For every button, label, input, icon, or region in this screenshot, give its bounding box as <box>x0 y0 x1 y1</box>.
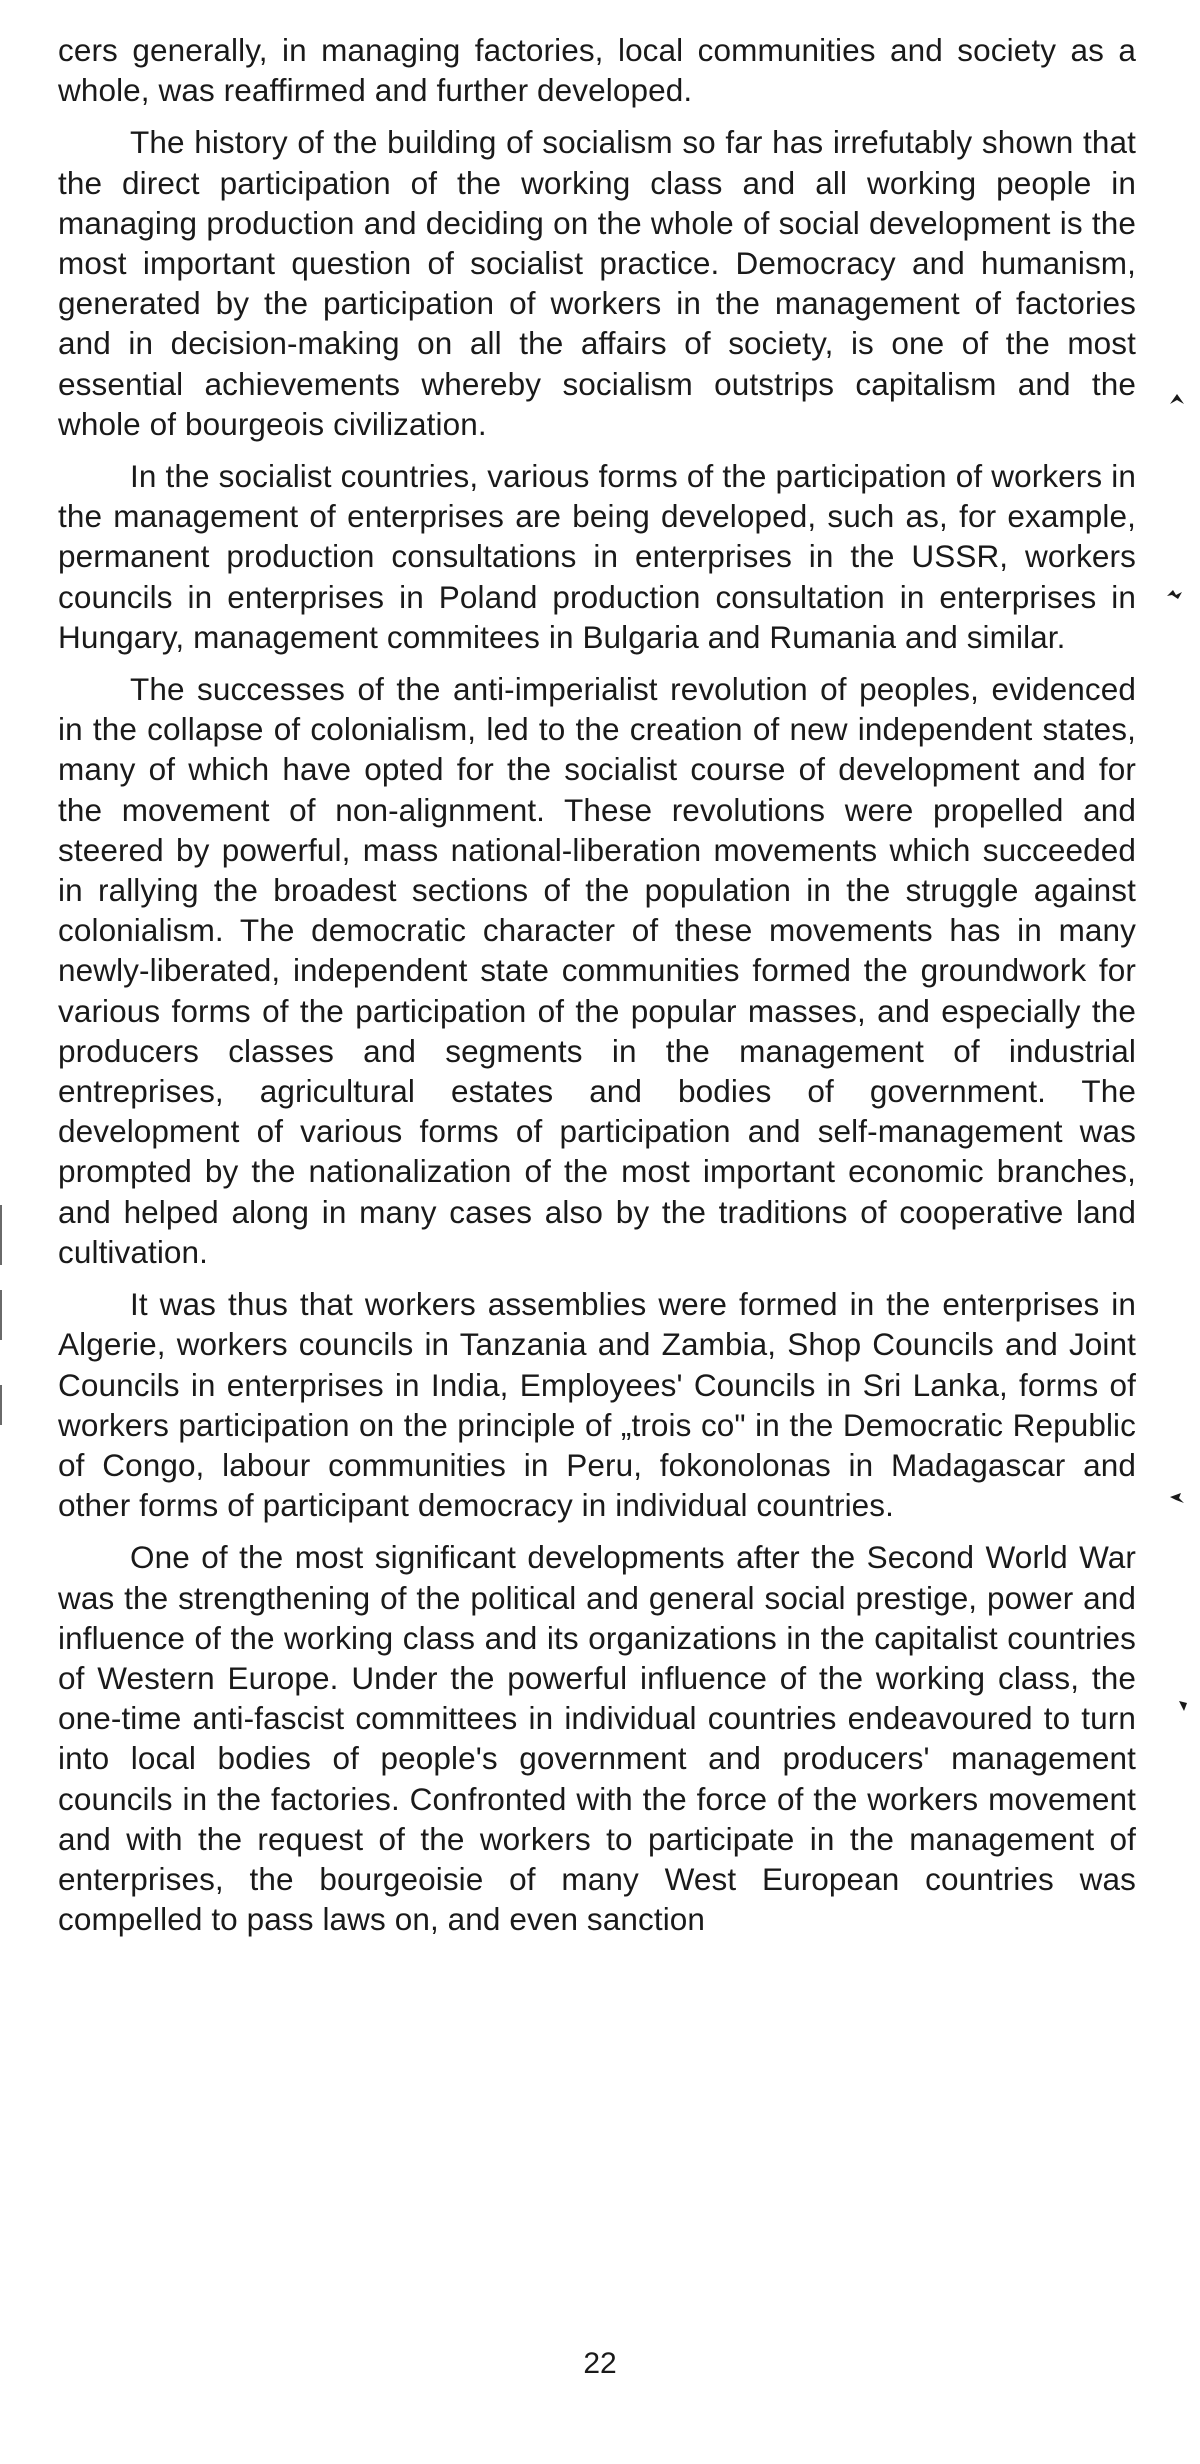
paragraph: The history of the building of socialism so far has irrefutably shown that the direct participation of the working class and all working people in managing production and deciding on the whole of social development is the most important question of socialist practice. Democracy and humanism, generated by the participation of workers in the management of factories and in decision-making on all the affairs of society, is one of the most essential achievements whereby socialism outstrips capitalism and the whole of bourgeois civilization. <box>58 124 1136 442</box>
paragraph: cers generally, in managing factories, local communities and society as a whole, was reaffirmed and further developed. <box>58 32 1136 109</box>
scan-edge-line <box>0 1205 2 1265</box>
margin-mark-icon <box>1178 1700 1196 1714</box>
scan-edge-line <box>0 1290 2 1340</box>
paragraph: In the socialist countries, various forms of the participation of workers in the management of enterprises are being developed, such as, for example, permanent production consultations in enterprises in the USSR, workers councils in enterprises in Poland production consultation in enterprises in Hungary, management commitees in Bulgaria and Rumania and similar. <box>58 458 1136 655</box>
paragraph: One of the most significant developments after the Second World War was the strengthening of the political and general social prestige, power and influence of the working class and its organizations in the capitalist countries of Western Europe. Under the powerful influence of the working class, the one-time anti-fascist committees in individual countries endeavoured to turn into local bodies of people's government and producers' management councils in the factories. Confronted with the force of the workers movement and with the request of the workers to participate in the management of enterprises, the bourgeoisie of many West European countries was compelled to pass laws on, and even sanction <box>58 1539 1136 1938</box>
margin-mark-icon <box>1168 1491 1186 1505</box>
margin-mark-icon <box>1166 587 1184 601</box>
page-number: 22 <box>583 2347 617 2380</box>
paragraph: The successes of the anti-imperialist revolution of peoples, evidenced in the collapse of colonialism, led to the creation of new independent states, many of which have opted for the socialist course of development and for the movement of non-alignment. These revolutions were propelled and steered by powerful, mass national-liberation movements which succeeded in rallying the broadest sections of the population in the struggle against colonialism. The democratic character of these movements has in many newly-liberated, independent state communities formed the groundwork for various forms of the participation of the popular masses, and especially the producers classes and segments in the management of industrial entreprises, agricultural estates and bodies of government. The development of various forms of participation and self-management was prompted by the nationalization of the most important economic branches, and helped along in many cases also by the traditions of cooperative land cultivation. <box>58 671 1136 1270</box>
document-body <box>58 30 1136 1951</box>
scan-edge-line <box>0 1385 2 1425</box>
margin-mark-icon <box>1168 392 1186 406</box>
paragraph: It was thus that workers assemblies were formed in the enterprises in Algerie, workers councils in Tanzania and Zambia, Shop Councils and Joint Councils in enterprises in India, Employees' Councils in Sri Lanka, forms of workers participation on the principle of „trois co" in the Democratic Republic of Congo, labour communities in Peru, fokonolonas in Madagascar and other forms of participant democracy in individual countries. <box>58 1286 1136 1524</box>
